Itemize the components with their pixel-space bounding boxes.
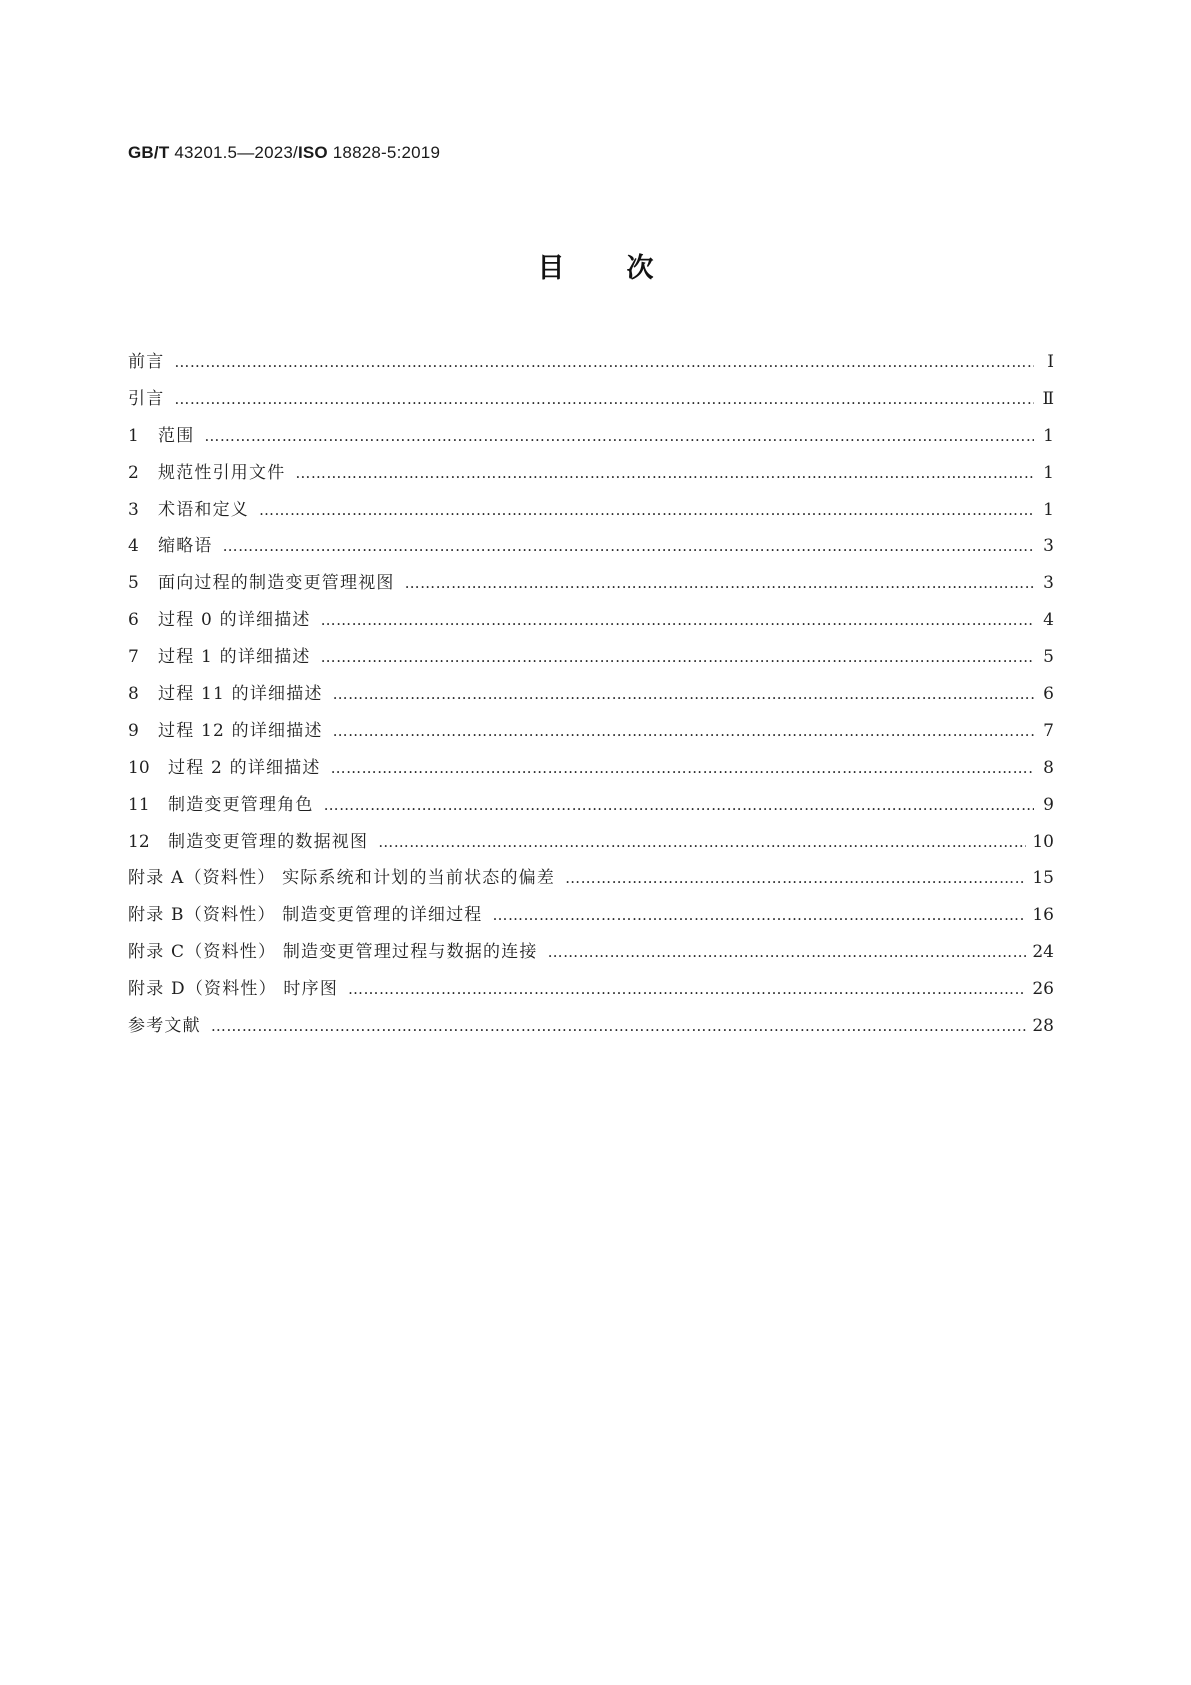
toc-entry-label: 过程 2 的详细描述 [168,757,321,778]
toc-entry-number: 6 [128,610,139,631]
toc-entry-page: 3 [1043,536,1054,557]
toc-entry-page: Ⅰ [1047,352,1054,372]
toc-entry-page: 24 [1032,942,1054,963]
toc-entry-number: 1 [128,425,139,446]
toc-entry[interactable] [128,824,1054,861]
toc-entry[interactable] [128,418,1054,455]
toc-entry-number: 9 [128,720,139,741]
toc-leader-dots [331,750,1034,787]
toc-leader-dots [548,934,1027,971]
toc-entry-label: 制造变更管理角色 [168,794,314,815]
toc-leader-dots [259,492,1034,529]
toc-entry-label: 范围 [158,425,195,446]
toc-entry-page: 6 [1043,684,1054,705]
page-title: 目次 [537,253,716,284]
toc-entry-page: Ⅱ [1042,388,1054,409]
toc-entry-page: 16 [1032,905,1054,926]
toc-entry[interactable] [128,971,1054,1008]
toc-entry-number: 7 [128,647,139,668]
toc-entry-label: 附录 C（资料性） 制造变更管理过程与数据的连接 [128,942,538,963]
toc-entry-label: 参考文献 [128,1016,201,1037]
toc-entry-label: 规范性引用文件 [158,462,286,483]
toc-entry-page: 1 [1043,425,1054,446]
standard-number: 43201.5—2023/ [174,143,298,162]
toc-entry[interactable] [128,787,1054,824]
toc-leader-dots [174,344,1034,381]
toc-entry-number: 10 [128,757,150,778]
toc-leader-dots [174,381,1034,418]
table-of-contents [128,344,1054,1045]
toc-entry-label: 引言 [128,388,165,409]
toc-entry[interactable] [128,381,1054,418]
toc-entry[interactable] [128,528,1054,565]
toc-entry-label: 过程 12 的详细描述 [158,720,323,741]
toc-entry[interactable] [128,455,1054,492]
toc-entry-label: 过程 11 的详细描述 [158,684,323,705]
toc-entry[interactable] [128,713,1054,750]
toc-entry-page: 9 [1043,794,1054,815]
toc-entry[interactable] [128,676,1054,713]
toc-leader-dots [324,787,1034,824]
toc-entry-page: 3 [1043,573,1054,594]
toc-leader-dots [405,565,1034,602]
toc-entry-page: 1 [1043,499,1054,520]
toc-entry-label: 过程 1 的详细描述 [158,647,311,668]
toc-leader-dots [333,676,1034,713]
toc-entry-number: 4 [128,536,139,557]
toc-entry-page: 5 [1043,647,1054,668]
toc-entry-page: 8 [1043,757,1054,778]
toc-leader-dots [321,639,1034,676]
toc-entry-number: 12 [128,831,150,852]
toc-entry-label: 缩略语 [158,536,213,557]
iso-number: 18828-5:2019 [332,143,441,162]
toc-entry[interactable] [128,639,1054,676]
toc-entry[interactable] [128,602,1054,639]
document-header [128,143,440,163]
toc-entry-number: 3 [128,499,139,520]
toc-entry-label: 术语和定义 [158,499,249,520]
toc-entry-number: 5 [128,573,139,594]
toc-entry-page: 1 [1043,462,1054,483]
toc-entry-number: 8 [128,684,139,705]
toc-leader-dots [378,824,1026,861]
toc-entry-label: 附录 A（资料性） 实际系统和计划的当前状态的偏差 [128,868,556,889]
toc-entry-label: 过程 0 的详细描述 [158,610,311,631]
toc-entry[interactable] [128,565,1054,602]
toc-entry-number: 11 [128,794,150,815]
toc-leader-dots [333,713,1034,750]
toc-entry-label: 附录 B（资料性） 制造变更管理的详细过程 [128,905,483,926]
toc-leader-dots [295,455,1034,492]
toc-entry[interactable] [128,492,1054,529]
toc-leader-dots [493,897,1027,934]
toc-entry-number: 2 [128,462,139,483]
toc-entry-page: 15 [1032,868,1054,889]
toc-entry[interactable] [128,897,1054,934]
toc-leader-dots [211,1008,1027,1045]
toc-entry-page: 7 [1043,720,1054,741]
toc-entry[interactable] [128,750,1054,787]
toc-entry[interactable] [128,1008,1054,1045]
toc-entry-label: 附录 D（资料性） 时序图 [128,979,339,1000]
toc-entry-page: 4 [1043,610,1054,631]
toc-entry[interactable] [128,344,1054,381]
toc-leader-dots [204,418,1034,455]
toc-entry-label: 制造变更管理的数据视图 [168,831,369,852]
toc-entry-label: 面向过程的制造变更管理视图 [158,573,395,594]
toc-entry[interactable] [128,860,1054,897]
iso-prefix: ISO [297,143,328,162]
toc-leader-dots [565,860,1026,897]
toc-entry-page: 10 [1032,831,1054,852]
toc-entry-page: 28 [1032,1016,1054,1037]
toc-leader-dots [348,971,1026,1008]
toc-entry-label: 前言 [128,352,165,372]
toc-entry[interactable] [128,934,1054,971]
standard-prefix: GB/T [128,143,170,162]
toc-leader-dots [321,602,1034,639]
toc-leader-dots [223,528,1034,565]
toc-entry-page: 26 [1032,979,1054,1000]
